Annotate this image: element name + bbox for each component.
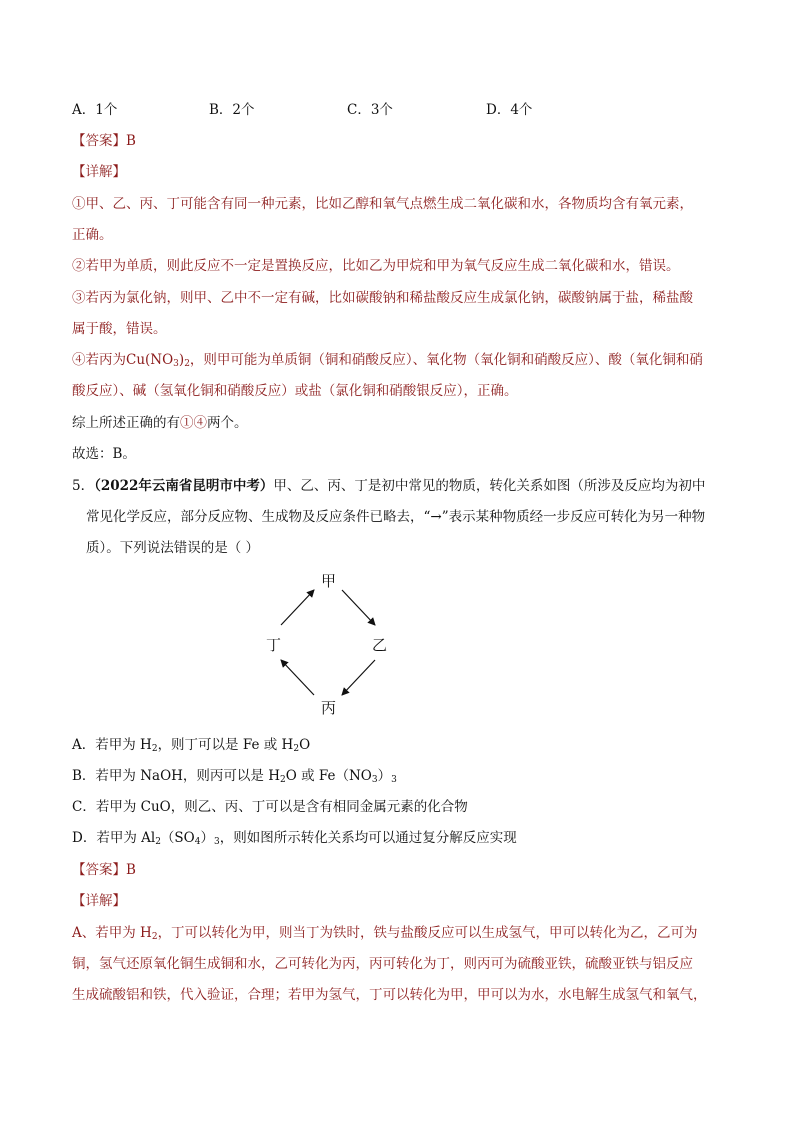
q4-choose: 故选：B。 — [72, 446, 136, 462]
conversion-diagram — [258, 568, 398, 722]
q5-stem-line1: 5．（2022年云南省昆明市中考）甲、乙、丙、丁是初中常见的物质，转化关系如图（所涉及反应均为初中 — [72, 478, 706, 494]
q4-option-b: B．2个 — [209, 102, 255, 118]
q5-stem-line2: 常见化学反应，部分反应物、生成物及反应条件已略去，“→”表示某种物质经一步反应可转化为另一种物 — [86, 509, 706, 525]
q5-detail-line3: 生成硫酸铝和铁，代入验证，合理；若甲为氢气，丁可以转化为甲，甲可以为水，水电解生成氢气和氧气， — [72, 987, 707, 1003]
q4-detail-p1-line2: 正确。 — [72, 227, 113, 243]
q5-number: 5． — [72, 478, 95, 494]
arrow-top-to-right — [342, 590, 375, 625]
q4-option-a: A．1个 — [72, 102, 118, 118]
q4-summary: 综上所述正确的有①④两个。 — [72, 415, 248, 431]
q4-option-c: C．3个 — [347, 102, 393, 118]
arrow-right-to-bottom — [342, 660, 375, 695]
q4-detail-p3-line1: ③若丙为氯化钠，则甲、乙中不一定有碱，比如碳酸钠和稀盐酸反应生成氯化钠，碳酸钠属于盐，稀盐酸 — [72, 290, 693, 306]
node-bottom: 丙 — [321, 699, 337, 717]
q5-option-b: B．若甲为 NaOH，则丙可以是 $H_2O$ 或 $Fe(NO_3)_3$ — [72, 768, 397, 785]
q4-option-d: D．4个 — [486, 102, 533, 118]
q4-detail-p3-line2: 属于酸，错误。 — [72, 321, 167, 337]
q5-option-c: C．若甲为 CuO，则乙、丙、丁可以是含有相同金属元素的化合物 — [72, 799, 468, 815]
q5-stem-line3: 质）。下列说法错误的是（ ） — [86, 540, 260, 556]
chemical-formula: Cu(NO — [126, 352, 174, 368]
q5-option-d: D．若甲为 $Al_2(SO_4)_3$，则如图所示转化关系均可以通过复分解反应实现 — [72, 830, 517, 847]
q4-answer: 【答案】B — [72, 133, 136, 149]
q5-detail-line2: 铜，氢气还原氧化铜生成铜和水，乙可转化为丙，丙可转化为丁，则丙可为硫酸亚铁，硫酸亚铁与铝反应 — [72, 956, 693, 972]
node-top: 甲 — [321, 572, 337, 590]
q4-detail-p4-line1: ④若丙为$Cu(NO_3)_2$，则甲可能为单质铜（铜和硝酸反应）、氧化物（氧化铜和硝酸反应）、酸（氧化铜和硝 — [72, 352, 703, 369]
q4-detail-p2: ②若甲为单质，则此反应不一定是置换反应，比如乙为甲烷和甲为氧气反应生成二氧化碳和水，错误。 — [72, 258, 680, 274]
node-right: 乙 — [372, 636, 388, 654]
q5-answer: 【答案】B — [72, 862, 136, 878]
q5-detail-line1: A、若甲为 $H_2$，丁可以转化为甲，则当丁为铁时，铁与盐酸反应可以生成氢气，甲可以转化为乙，乙可为 — [72, 925, 698, 942]
q4-detail-p1-line1: ①甲、乙、丙、丁可能含有同一种元素，比如乙醇和氧气点燃生成二氧化碳和水，各物质均含有氧元素， — [72, 196, 693, 212]
q5-source: （2022年云南省昆明市中考） — [94, 478, 274, 494]
arrow-bottom-to-left — [281, 660, 314, 695]
q5-detail-label: 【详解】 — [72, 893, 126, 909]
q5-option-a: A．若甲为 $H_2$，则丁可以是 Fe 或 $H_2O$ — [72, 737, 311, 754]
q4-options-row — [72, 100, 722, 120]
summary-marks: ①④ — [180, 415, 207, 431]
arrow-left-to-top — [281, 590, 314, 625]
q4-detail-p4-line2: 酸反应）、碱（氢氧化铜和硝酸反应）或盐（氯化铜和硝酸银反应），正确。 — [72, 383, 518, 399]
q4-detail-label: 【详解】 — [72, 164, 126, 180]
node-left: 丁 — [266, 636, 282, 654]
